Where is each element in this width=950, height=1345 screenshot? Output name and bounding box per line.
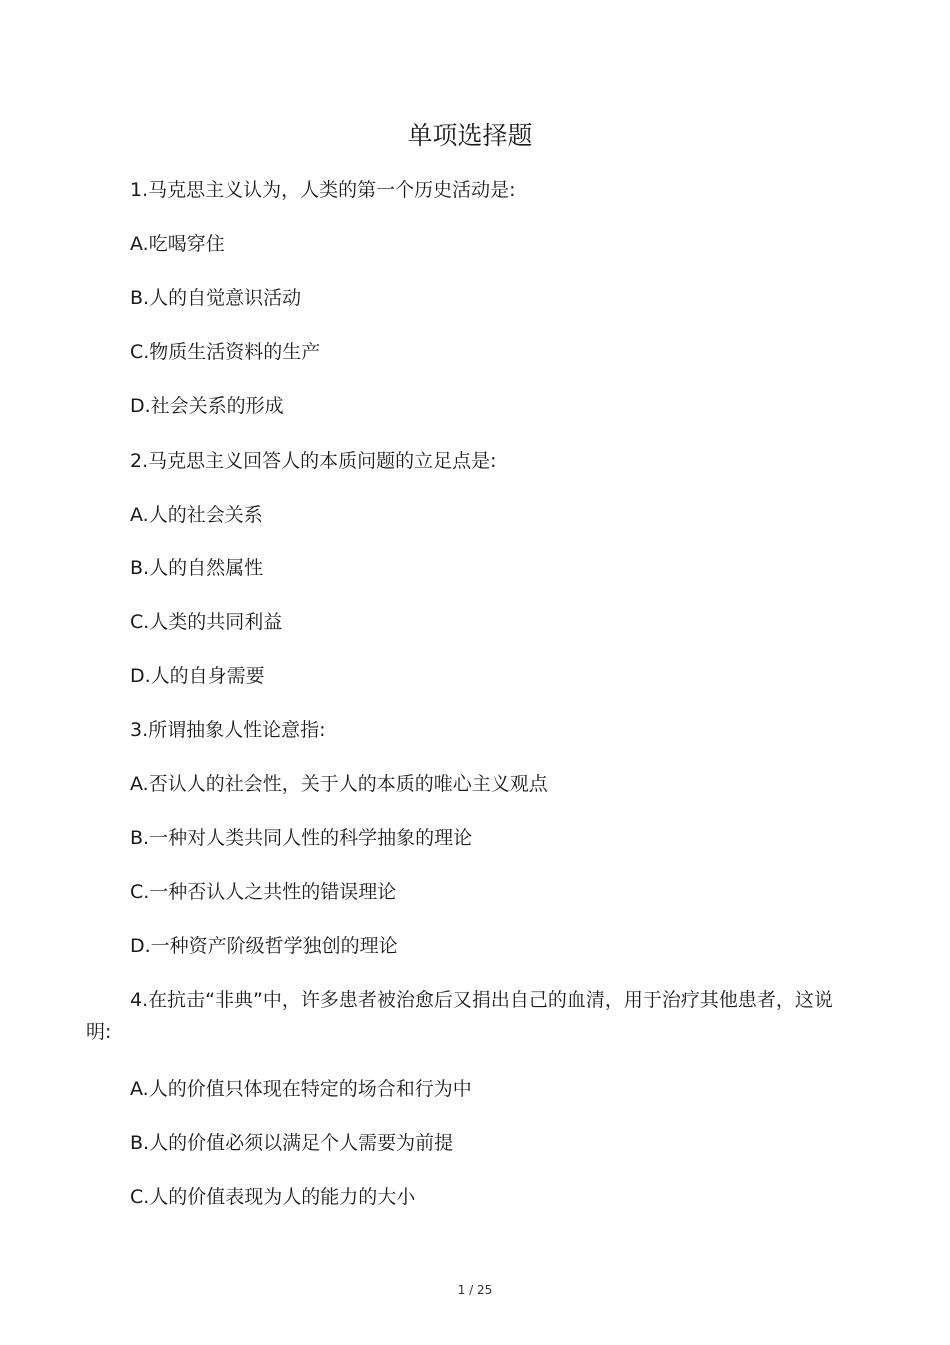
question-1: 1.马克思主义认为，人类的第一个历史活动是: — [130, 179, 516, 201]
option-1b: B.人的自觉意识活动 — [130, 287, 302, 309]
question-4: 4.在抗击“非典”中，许多患者被治愈后又捐出自己的血清，用于治疗其他患者，这说明: — [86, 989, 833, 1043]
option-2d: D.人的自身需要 — [130, 665, 265, 687]
page-indicator: 1 / 25 — [457, 1283, 493, 1297]
page-title: 单项选择题 — [407, 121, 533, 150]
option-2a: A.人的社会关系 — [130, 504, 263, 526]
option-3b: B.一种对人类共同人性的科学抽象的理论 — [130, 827, 473, 849]
option-3c: C.一种否认人之共性的错误理论 — [130, 881, 397, 903]
option-3d: D.一种资产阶级哲学独创的理论 — [130, 935, 398, 957]
option-2b: B.人的自然属性 — [130, 557, 264, 579]
question-2: 2.马克思主义回答人的本质问题的立足点是: — [130, 450, 497, 472]
option-1a: A.吃喝穿住 — [130, 233, 225, 255]
option-1d: D.社会关系的形成 — [130, 395, 284, 417]
option-4c: C.人的价值表现为人的能力的大小 — [130, 1186, 416, 1208]
option-1c: C.物质生活资料的生产 — [130, 341, 321, 363]
option-2c: C.人类的共同利益 — [130, 611, 283, 633]
option-3a: A.否认人的社会性，关于人的本质的唯心主义观点 — [130, 773, 548, 795]
question-3: 3.所谓抽象人性论意指: — [130, 719, 326, 741]
option-4b: B.人的价值必须以满足个人需要为前提 — [130, 1132, 454, 1154]
option-4a: A.人的价值只体现在特定的场合和行为中 — [130, 1078, 472, 1100]
